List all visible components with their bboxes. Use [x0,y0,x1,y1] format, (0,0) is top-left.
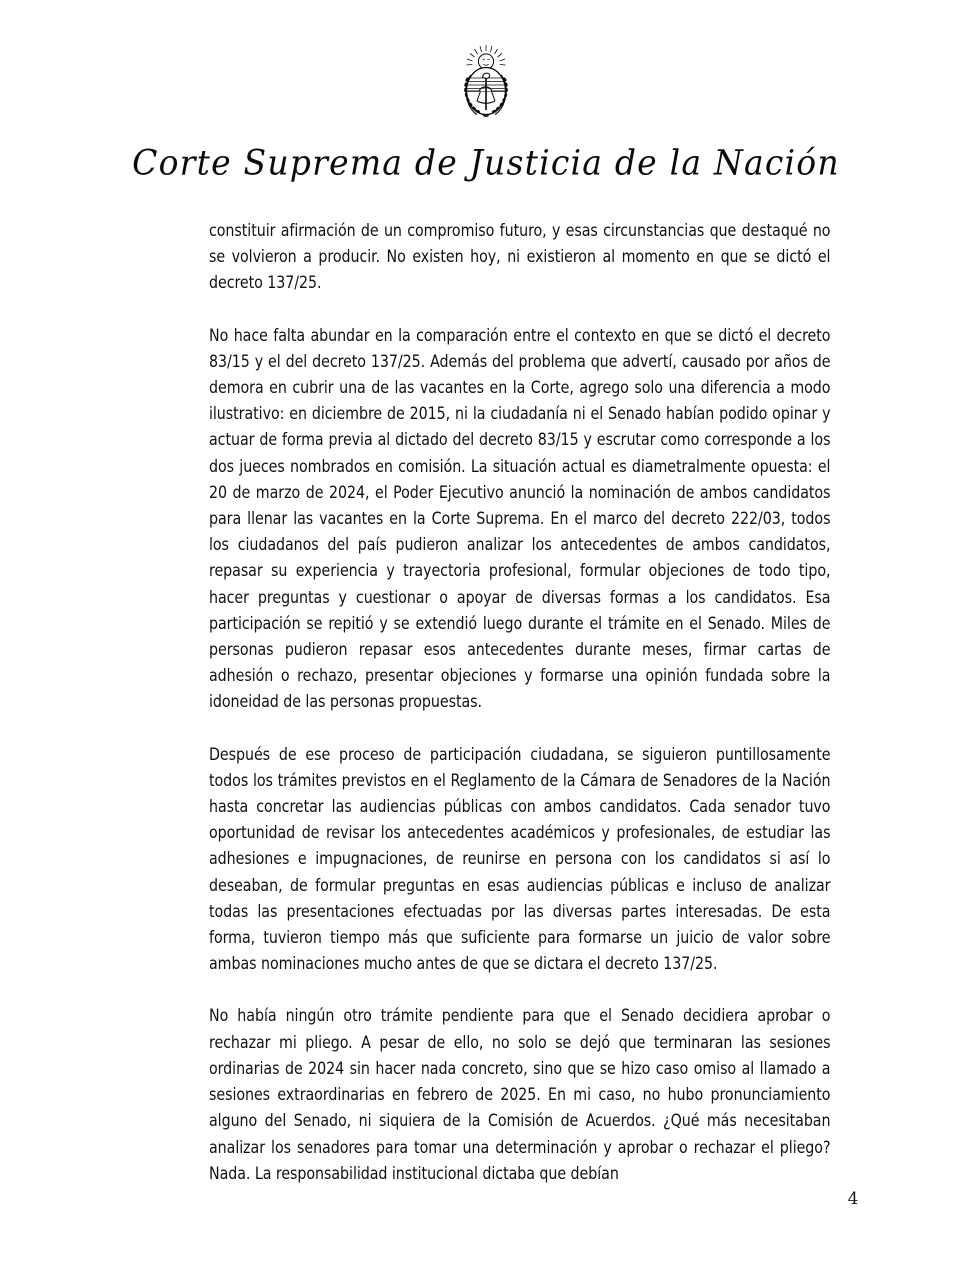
paragraph: Después de ese proceso de participación ciudadana, se siguieron puntillosamente todos los trámites previstos en el Reglamento de la Cámara de Senadores de la Nación hasta concretar las audiencias públicas con ambos candidatos. Cada senador tuvo oportunidad de revisar los antecedentes académicos y profesionales, de estudiar las adhesiones e impugnaciones, de reunirse en persona con los candidatos si así lo deseaban, de formular preguntas en esas audiencias públicas e incluso de analizar todas las presentaciones efectuadas por las diversas partes interesadas. De esta forma, tuvieron tiempo más que suficiente para formarse un juicio de valor sobre ambas nominaciones mucho antes de que se dictara el decreto 137/25. [209,744,831,974]
paragraph: No había ningún otro trámite pendiente para que el Senado decidiera aprobar o rechazar mi pliego. A pesar de ello, no solo se dejó que terminaran las sesiones ordinarias de 2024 sin hacer nada concreto, sino que se hizo caso omiso al llamado a sesiones extraordinarias en febrero de 2025. En mi caso, no hubo pronunciamiento alguno del Senado, ni siquiera de la Comisión de Acuerdos. ¿Qué más necesitaban analizar los senadores para tomar una determinación y aprobar o rechazar el pliego? Nada. La responsabilidad institucional dictaba que debían [209,1006,831,1183]
letterhead [0,0,972,182]
argentine-coat-of-arms-icon [456,44,516,132]
court-name-title: Corte Suprema de Justicia de la Nación [132,142,840,183]
page-number: 4 [847,1189,859,1209]
document-body [209,218,853,1187]
paragraph: No hace falta abundar en la comparación entre el contexto en que se dictó el decreto 83/15 y el del decreto 137/25. Además del problema que advertí, causado por años de demora en cubrir una de las vacantes en la Corte, agrego solo una diferencia a modo ilustrativo: en diciembre de 2015, ni la ciudadanía ni el Senado habían podido opinar y actuar de forma previa al dictado del decreto 83/15 y escrutar como corresponde a los dos jueces nombrados en comisión. La situación actual es diametralmente opuesta: el 20 de marzo de 2024, el Poder Ejecutivo anunció la nominación de ambos candidatos para llenar las vacantes en la Corte Suprema. En el marco del decreto 222/03, todos los ciudadanos del país pudieron analizar los antecedentes de ambos candidatos, repasar su experiencia y trayectoria profesional, formular objeciones de todo tipo, hacer preguntas y cuestionar o apoyar de diversas formas a los candidatos. Esa participación se repitió y se extendió luego durante el trámite en el Senado. Miles de personas pudieron repasar esos antecedentes durante meses, firmar cartas de adhesión o rechazo, presentar objeciones y formarse una opinión fundada sobre la idoneidad de las personas propuestas. [209,325,831,712]
paragraph: constituir afirmación de un compromiso futuro, y esas circunstancias que destaqué no se volvieron a producir. No existen hoy, ni existieron al momento en que se dictó el decreto 137/25. [209,221,831,293]
